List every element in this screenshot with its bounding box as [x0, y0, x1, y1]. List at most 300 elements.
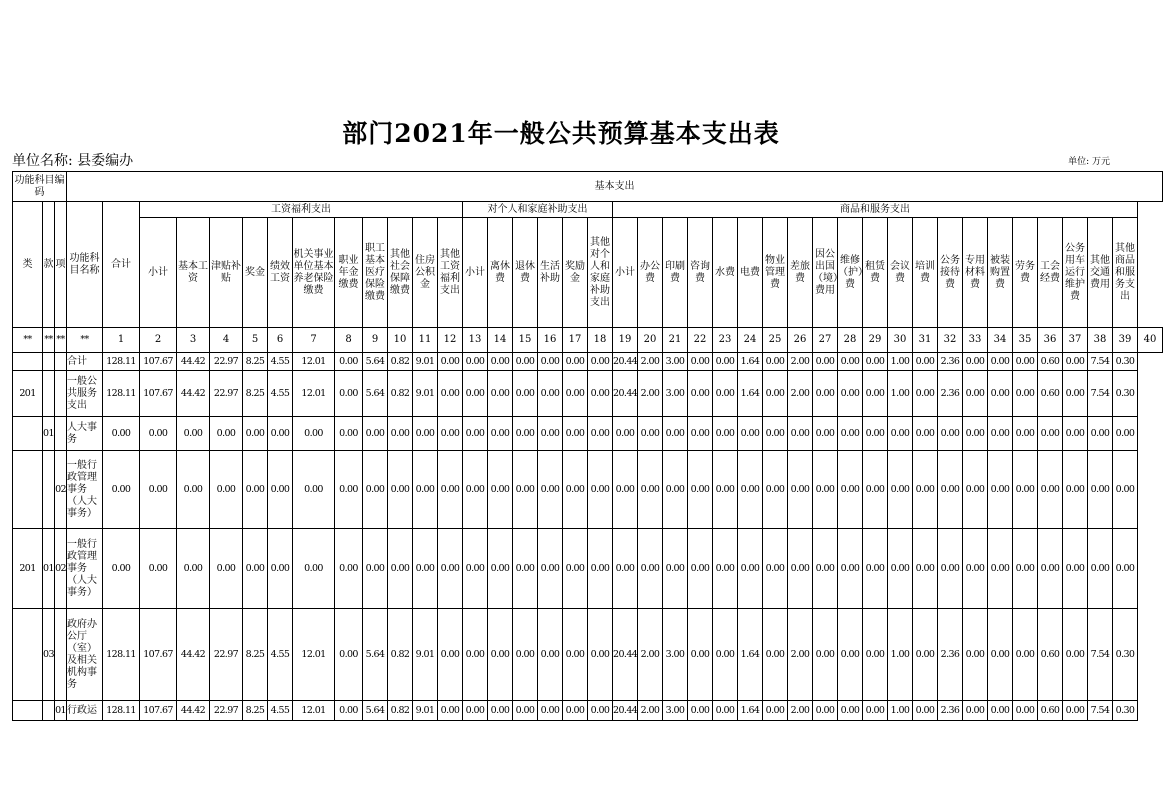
value-cell: 0.00: [738, 417, 763, 451]
value-cell: 0.00: [513, 609, 538, 701]
value-cell: 0.00: [335, 371, 363, 417]
value-cell: 12.01: [293, 701, 335, 721]
value-cell: 0.00: [268, 417, 293, 451]
index-num-cell: 40: [1138, 328, 1163, 353]
value-cell: 0.00: [888, 451, 913, 529]
value-cell: 0.00: [488, 701, 513, 721]
value-cell: 0.00: [563, 529, 588, 609]
value-cell: 0.00: [243, 417, 268, 451]
value-cell: 0.00: [293, 417, 335, 451]
index-num-cell: 19: [613, 328, 638, 353]
value-cell: 0.00: [335, 529, 363, 609]
value-cell: 2.00: [788, 353, 813, 371]
header-wage-col-7: 职业年金缴费: [335, 218, 363, 328]
value-cell: 0.00: [713, 353, 738, 371]
index-num-cell: 14: [488, 328, 513, 353]
value-cell: 0.00: [838, 701, 863, 721]
value-cell: 0.00: [713, 609, 738, 701]
value-cell: 0.00: [1038, 529, 1063, 609]
value-cell: 0.00: [713, 701, 738, 721]
index-row: [13, 328, 1163, 353]
value-cell: 0.00: [613, 529, 638, 609]
value-cell: 0.00: [103, 451, 140, 529]
index-num-cell: 7: [293, 328, 335, 353]
value-cell: 12.01: [293, 609, 335, 701]
value-cell: 0.00: [538, 529, 563, 609]
index-num-cell: 34: [988, 328, 1013, 353]
value-cell: 2.36: [938, 353, 963, 371]
value-cell: 0.00: [1063, 701, 1088, 721]
value-cell: 0.00: [938, 529, 963, 609]
value-cell: 0.00: [335, 353, 363, 371]
header-goods-group: 商品和服务支出: [613, 202, 1138, 218]
header-goods-col-20: 其他交通费用: [1088, 218, 1113, 328]
header-goods-col-13: 培训费: [913, 218, 938, 328]
value-cell: 0.00: [638, 417, 663, 451]
index-num-cell: 31: [913, 328, 938, 353]
index-num-cell: 3: [177, 328, 210, 353]
header-row-3: [13, 218, 1163, 328]
func-name-cell: 一般行政管理事务（人大事务）: [67, 451, 103, 529]
value-cell: 7.54: [1088, 371, 1113, 417]
value-cell: 0.00: [988, 417, 1013, 451]
value-cell: 0.00: [913, 417, 938, 451]
value-cell: 0.00: [1113, 529, 1138, 609]
table-row: [13, 451, 1163, 529]
index-code-cell: **: [67, 328, 103, 353]
header-goods-col-11: 租赁费: [863, 218, 888, 328]
value-cell: 0.00: [763, 701, 788, 721]
index-num-cell: 36: [1038, 328, 1063, 353]
value-cell: 0.00: [588, 529, 613, 609]
index-num-cell: 13: [463, 328, 488, 353]
lei-cell: [13, 701, 43, 721]
value-cell: 0.00: [763, 353, 788, 371]
func-name-cell: 一般公共服务支出: [67, 371, 103, 417]
header-goods-col-18: 工会经费: [1038, 218, 1063, 328]
value-cell: 0.00: [1088, 417, 1113, 451]
value-cell: 0.00: [413, 451, 438, 529]
header-wage-col-8: 职工基本医疗保险缴费: [363, 218, 388, 328]
value-cell: 0.00: [1038, 417, 1063, 451]
value-cell: 0.00: [1063, 371, 1088, 417]
value-cell: 9.01: [413, 609, 438, 701]
value-cell: 0.00: [438, 451, 463, 529]
unit-name: 单位名称: 县委编办: [12, 153, 134, 169]
table-row: [13, 353, 1163, 371]
index-num-cell: 2: [140, 328, 177, 353]
value-cell: 107.67: [140, 353, 177, 371]
header-goods-col-4: 咨询费: [688, 218, 713, 328]
value-cell: 0.00: [388, 529, 413, 609]
value-cell: 0.00: [1063, 529, 1088, 609]
value-cell: 22.97: [210, 371, 243, 417]
value-cell: 2.00: [638, 701, 663, 721]
value-cell: 0.00: [438, 609, 463, 701]
value-cell: 0.00: [268, 451, 293, 529]
value-cell: 44.42: [177, 353, 210, 371]
value-cell: 0.00: [613, 417, 638, 451]
value-cell: 44.42: [177, 371, 210, 417]
value-cell: 0.00: [863, 529, 888, 609]
index-num-cell: 26: [788, 328, 813, 353]
header-personal-col-6: 其他对个人和家庭补助支出: [588, 218, 613, 328]
value-cell: 0.00: [863, 451, 888, 529]
header-goods-col-5: 水费: [713, 218, 738, 328]
index-code-cell: **: [55, 328, 67, 353]
value-cell: 0.00: [963, 529, 988, 609]
header-goods-col-9: 因公出国（境）费用: [813, 218, 838, 328]
value-cell: 0.00: [838, 451, 863, 529]
value-cell: 20.44: [613, 371, 638, 417]
index-num-cell: 30: [888, 328, 913, 353]
value-cell: 5.64: [363, 353, 388, 371]
value-cell: 0.00: [335, 609, 363, 701]
value-cell: 12.01: [293, 371, 335, 417]
value-cell: 0.00: [513, 701, 538, 721]
value-cell: 0.00: [463, 417, 488, 451]
value-cell: 0.00: [588, 417, 613, 451]
header-goods-col-2: 办公费: [638, 218, 663, 328]
value-cell: 0.30: [1113, 353, 1138, 371]
value-cell: 0.00: [488, 417, 513, 451]
value-cell: 5.64: [363, 701, 388, 721]
table-row: [13, 529, 1163, 609]
value-cell: 22.97: [210, 609, 243, 701]
header-xiang: 项: [55, 202, 67, 328]
value-cell: 8.25: [243, 609, 268, 701]
index-num-cell: 16: [538, 328, 563, 353]
value-cell: 2.00: [638, 353, 663, 371]
header-wage-col-5: 绩效工资: [268, 218, 293, 328]
value-cell: 0.00: [863, 701, 888, 721]
value-cell: 0.00: [563, 609, 588, 701]
value-cell: 0.60: [1038, 353, 1063, 371]
value-cell: 0.00: [293, 451, 335, 529]
value-cell: 0.00: [363, 417, 388, 451]
value-cell: 0.00: [863, 417, 888, 451]
value-cell: 0.00: [863, 371, 888, 417]
lei-cell: [13, 609, 43, 701]
lei-cell: 201: [13, 529, 43, 609]
header-goods-col-21: 其他商品和服务支出: [1113, 218, 1138, 328]
value-cell: 128.11: [103, 371, 140, 417]
value-cell: 0.00: [513, 353, 538, 371]
index-num-cell: 24: [738, 328, 763, 353]
func-name-cell: 行政运: [67, 701, 103, 721]
value-cell: 0.00: [563, 353, 588, 371]
value-cell: 1.00: [888, 353, 913, 371]
header-personal-group: 对个人和家庭补助支出: [463, 202, 613, 218]
value-cell: 128.11: [103, 609, 140, 701]
value-cell: 3.00: [663, 609, 688, 701]
index-num-cell: 8: [335, 328, 363, 353]
func-name-cell: 政府办公厅（室）及相关机构事务: [67, 609, 103, 701]
kuan-cell: [43, 701, 55, 721]
value-cell: 0.00: [988, 371, 1013, 417]
value-cell: 0.00: [210, 529, 243, 609]
value-cell: 44.42: [177, 609, 210, 701]
value-cell: 0.00: [763, 417, 788, 451]
value-cell: 0.00: [913, 701, 938, 721]
value-cell: 0.00: [588, 353, 613, 371]
value-cell: 0.00: [838, 371, 863, 417]
value-cell: 0.00: [913, 609, 938, 701]
index-num-cell: 33: [963, 328, 988, 353]
value-cell: 0.00: [913, 371, 938, 417]
value-cell: 0.00: [988, 451, 1013, 529]
value-cell: 0.00: [140, 529, 177, 609]
value-cell: 0.00: [513, 417, 538, 451]
value-cell: 0.00: [763, 451, 788, 529]
func-name-cell: 一般行政管理事务（人大事务）: [67, 529, 103, 609]
value-cell: 0.00: [663, 451, 688, 529]
xiang-cell: [55, 417, 67, 451]
value-cell: 0.00: [663, 417, 688, 451]
header-goods-col-3: 印刷费: [663, 218, 688, 328]
value-cell: 12.01: [293, 353, 335, 371]
value-cell: 20.44: [613, 701, 638, 721]
value-cell: 0.00: [588, 451, 613, 529]
index-num-cell: 12: [438, 328, 463, 353]
func-name-cell: 人大事务: [67, 417, 103, 451]
kuan-cell: 01: [43, 417, 55, 451]
index-code-cell: **: [43, 328, 55, 353]
value-cell: 0.00: [763, 609, 788, 701]
index-num-cell: 4: [210, 328, 243, 353]
value-cell: 0.00: [688, 609, 713, 701]
header-goods-col-17: 劳务费: [1013, 218, 1038, 328]
index-num-cell: 27: [813, 328, 838, 353]
value-cell: 0.00: [1013, 609, 1038, 701]
value-cell: 0.00: [538, 371, 563, 417]
header-personal-col-5: 奖励金: [563, 218, 588, 328]
header-kuan: 款: [43, 202, 55, 328]
index-num-cell: 15: [513, 328, 538, 353]
header-goods-col-8: 差旅费: [788, 218, 813, 328]
value-cell: 0.00: [438, 701, 463, 721]
value-cell: 0.00: [335, 417, 363, 451]
value-cell: 0.00: [1013, 451, 1038, 529]
header-wage-col-2: 基本工资: [177, 218, 210, 328]
value-cell: 7.54: [1088, 701, 1113, 721]
value-cell: 2.00: [638, 371, 663, 417]
value-cell: 0.00: [1063, 451, 1088, 529]
header-goods-col-14: 公务接待费: [938, 218, 963, 328]
value-cell: 0.00: [638, 451, 663, 529]
value-cell: 0.00: [463, 609, 488, 701]
value-cell: 8.25: [243, 701, 268, 721]
index-num-cell: 10: [388, 328, 413, 353]
value-cell: 0.00: [363, 529, 388, 609]
value-cell: 1.64: [738, 701, 763, 721]
value-cell: 0.00: [538, 417, 563, 451]
value-cell: 0.00: [938, 417, 963, 451]
value-cell: 7.54: [1088, 609, 1113, 701]
value-cell: 4.55: [268, 701, 293, 721]
value-cell: 0.00: [763, 371, 788, 417]
value-cell: 1.64: [738, 609, 763, 701]
value-cell: 0.00: [103, 417, 140, 451]
lei-cell: [13, 451, 43, 529]
value-cell: 0.00: [463, 451, 488, 529]
value-cell: 0.00: [538, 451, 563, 529]
value-cell: 5.64: [363, 371, 388, 417]
index-num-cell: 1: [103, 328, 140, 353]
value-cell: 4.55: [268, 609, 293, 701]
value-cell: 0.82: [388, 701, 413, 721]
value-cell: 0.00: [713, 451, 738, 529]
value-cell: 0.00: [813, 417, 838, 451]
index-num-cell: 17: [563, 328, 588, 353]
value-cell: 0.00: [738, 451, 763, 529]
value-cell: 0.00: [140, 451, 177, 529]
value-cell: 0.00: [563, 417, 588, 451]
value-cell: 0.00: [888, 529, 913, 609]
header-row-1: [13, 172, 1163, 202]
index-num-cell: 35: [1013, 328, 1038, 353]
value-cell: 107.67: [140, 701, 177, 721]
header-goods-col-7: 物业管理费: [763, 218, 788, 328]
value-cell: 3.00: [663, 701, 688, 721]
header-row-2: [13, 202, 1163, 218]
value-cell: 1.64: [738, 371, 763, 417]
value-cell: 0.00: [103, 529, 140, 609]
xiang-cell: [55, 353, 67, 371]
index-num-cell: 18: [588, 328, 613, 353]
index-num-cell: 20: [638, 328, 663, 353]
index-num-cell: 28: [838, 328, 863, 353]
value-cell: 0.00: [488, 371, 513, 417]
value-cell: 0.00: [688, 353, 713, 371]
value-cell: 0.00: [838, 353, 863, 371]
value-cell: 0.00: [813, 371, 838, 417]
lei-cell: 201: [13, 371, 43, 417]
index-num-cell: 29: [863, 328, 888, 353]
value-cell: 0.00: [463, 701, 488, 721]
value-cell: 0.00: [1088, 451, 1113, 529]
value-cell: 0.30: [1113, 701, 1138, 721]
value-cell: 0.00: [988, 353, 1013, 371]
header-personal-col-1: 小计: [463, 218, 488, 328]
value-cell: 0.00: [938, 451, 963, 529]
value-cell: 0.00: [177, 417, 210, 451]
value-cell: 0.00: [140, 417, 177, 451]
value-cell: 2.36: [938, 701, 963, 721]
value-cell: 0.00: [1013, 417, 1038, 451]
table-row: [13, 371, 1163, 417]
header-func-code: 功能科目编码: [13, 172, 67, 202]
value-cell: 0.00: [1038, 451, 1063, 529]
kuan-cell: [43, 353, 55, 371]
value-cell: 0.00: [210, 417, 243, 451]
header-goods-col-15: 专用材料费: [963, 218, 988, 328]
header-personal-col-2: 离休费: [488, 218, 513, 328]
value-cell: 1.00: [888, 371, 913, 417]
value-cell: 8.25: [243, 353, 268, 371]
value-cell: 7.54: [1088, 353, 1113, 371]
value-cell: 4.55: [268, 371, 293, 417]
value-cell: 0.00: [738, 529, 763, 609]
value-cell: 0.00: [488, 529, 513, 609]
value-cell: 0.82: [388, 353, 413, 371]
budget-table: [12, 171, 1163, 721]
value-cell: 0.00: [838, 417, 863, 451]
value-cell: 0.00: [913, 353, 938, 371]
value-cell: 0.00: [688, 701, 713, 721]
value-cell: 0.00: [588, 609, 613, 701]
value-cell: 0.00: [388, 451, 413, 529]
value-cell: 1.00: [888, 701, 913, 721]
index-num-cell: 22: [688, 328, 713, 353]
value-cell: 0.00: [688, 529, 713, 609]
value-cell: 9.01: [413, 701, 438, 721]
header-goods-col-1: 小计: [613, 218, 638, 328]
value-cell: 0.00: [210, 451, 243, 529]
value-cell: 0.00: [813, 609, 838, 701]
header-total: 合计: [103, 202, 140, 328]
header-wage-group: 工资福利支出: [140, 202, 463, 218]
header-wage-col-11: 其他工资福利支出: [438, 218, 463, 328]
value-cell: 3.00: [663, 353, 688, 371]
value-cell: 0.00: [713, 529, 738, 609]
value-cell: 0.00: [588, 371, 613, 417]
value-cell: 0.00: [713, 371, 738, 417]
value-cell: 0.00: [335, 701, 363, 721]
value-cell: 0.30: [1113, 371, 1138, 417]
value-cell: 1.00: [888, 609, 913, 701]
value-cell: 0.00: [688, 417, 713, 451]
index-num-cell: 9: [363, 328, 388, 353]
xiang-cell: 01: [55, 701, 67, 721]
index-code-cell: **: [13, 328, 43, 353]
func-name-cell: 合计: [67, 353, 103, 371]
index-num-cell: 38: [1088, 328, 1113, 353]
value-cell: 0.00: [863, 353, 888, 371]
value-cell: 0.00: [963, 701, 988, 721]
value-cell: 0.00: [177, 529, 210, 609]
value-cell: 0.30: [1113, 609, 1138, 701]
value-cell: 22.97: [210, 701, 243, 721]
value-cell: 0.00: [788, 417, 813, 451]
value-cell: 0.00: [488, 451, 513, 529]
value-cell: 0.00: [913, 529, 938, 609]
value-cell: 0.00: [413, 417, 438, 451]
value-cell: 0.00: [963, 451, 988, 529]
value-cell: 0.00: [438, 529, 463, 609]
value-cell: 0.00: [1063, 353, 1088, 371]
value-cell: 0.00: [1113, 451, 1138, 529]
kuan-cell: [43, 371, 55, 417]
value-cell: 0.00: [488, 609, 513, 701]
value-cell: 0.00: [588, 701, 613, 721]
index-num-cell: 5: [243, 328, 268, 353]
value-cell: 2.00: [788, 609, 813, 701]
header-wage-col-4: 奖金: [243, 218, 268, 328]
value-cell: 0.00: [613, 451, 638, 529]
value-cell: 0.00: [813, 701, 838, 721]
header-wage-col-1: 小计: [140, 218, 177, 328]
value-cell: 0.00: [538, 353, 563, 371]
value-cell: 0.00: [1088, 529, 1113, 609]
value-cell: 0.00: [1113, 417, 1138, 451]
value-cell: 1.64: [738, 353, 763, 371]
value-cell: 0.00: [563, 371, 588, 417]
value-cell: 0.00: [988, 609, 1013, 701]
header-goods-col-19: 公务用车运行维护费: [1063, 218, 1088, 328]
index-num-cell: 39: [1113, 328, 1138, 353]
value-cell: 0.82: [388, 371, 413, 417]
